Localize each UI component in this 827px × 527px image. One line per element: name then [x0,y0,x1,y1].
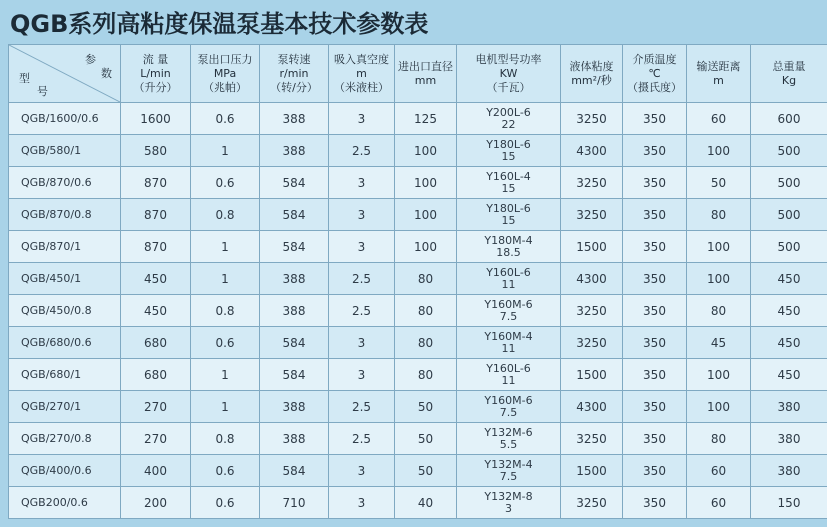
table-cell: 80 [687,199,751,231]
table-cell: 500 [751,231,827,263]
table-cell: 380 [751,391,827,423]
column-header [457,45,561,103]
table-row [9,391,827,423]
column-header-line: 泵转速 [277,52,311,66]
table-row [9,359,827,391]
table-cell: 100 [687,263,751,295]
column-header-line: m [356,66,367,80]
table-cell: 100 [395,167,457,199]
table-cell: 600 [751,103,827,135]
parameter-table [8,44,827,519]
column-header-line: ℃ [648,66,661,80]
column-header-line: 液体粘度 [569,59,614,73]
table-cell: 710 [260,487,329,519]
column-header-line: 输送距离 [696,59,741,73]
table-cell: 350 [623,391,687,423]
table-cell: 2.5 [329,391,395,423]
table-cell: 388 [260,135,329,167]
table-cell: 1 [191,231,260,263]
motor-cell [457,391,561,423]
table-cell: 50 [395,391,457,423]
table-cell: 50 [395,455,457,487]
table-cell: 3 [329,487,395,519]
table-cell: 450 [751,295,827,327]
motor-cell [457,423,561,455]
table-cell: 100 [395,135,457,167]
motor-line: Y132M-4 [484,457,533,471]
model-cell: QGB/870/0.6 [9,167,121,199]
column-header [751,45,827,103]
model-cell: QGB200/0.6 [9,487,121,519]
column-header-line: 总重量 [772,59,806,73]
column-header [191,45,260,103]
column-header-line: （摄氏度） [627,80,682,94]
table-cell: 388 [260,263,329,295]
table-cell: 450 [751,359,827,391]
motor-cell [457,327,561,359]
table-cell: 4300 [561,263,623,295]
motor-cell [457,295,561,327]
motor-cell [457,455,561,487]
table-cell: 200 [121,487,191,519]
table-cell: 584 [260,359,329,391]
column-header-line: 泵出口压力 [197,52,253,66]
table-cell: 100 [687,359,751,391]
table-cell: 3 [329,359,395,391]
model-cell: QGB/680/1 [9,359,121,391]
motor-cell [457,263,561,295]
table-cell: 450 [121,295,191,327]
motor-line: Y180L-6 [486,201,531,215]
table-cell: 870 [121,167,191,199]
model-cell: QGB/580/1 [9,135,121,167]
table-cell: 0.6 [191,487,260,519]
table-cell: 450 [121,263,191,295]
table-cell: 500 [751,199,827,231]
motor-line: 15 [501,213,516,227]
motor-line: Y160L-4 [486,169,531,183]
table-cell: 350 [623,327,687,359]
table-cell: 2.5 [329,135,395,167]
table-cell: 80 [395,359,457,391]
table-row [9,327,827,359]
table-cell: 100 [687,391,751,423]
table-cell: 350 [623,231,687,263]
table-cell: 870 [121,199,191,231]
table-cell: 870 [121,231,191,263]
motor-line: 18.5 [496,245,521,259]
corner-label-number: 号 [37,85,48,98]
table-cell: 3 [329,455,395,487]
table-cell: 100 [395,231,457,263]
motor-cell [457,199,561,231]
table-cell: 380 [751,455,827,487]
motor-line: Y180M-4 [484,233,533,247]
table-cell: 40 [395,487,457,519]
table-cell: 350 [623,295,687,327]
table-cell: 100 [687,231,751,263]
table-cell: 1 [191,359,260,391]
table-row [9,167,827,199]
corner-label-count: 数 [101,67,112,80]
table-cell: 2.5 [329,263,395,295]
table-cell: 350 [623,263,687,295]
table-cell: 350 [623,167,687,199]
table-cell: 100 [687,135,751,167]
motor-line: 11 [501,341,516,355]
table-row [9,295,827,327]
column-header-line: 吸入真空度 [334,52,389,66]
column-header-line: 介质温度 [632,52,677,66]
model-cell: QGB/870/1 [9,231,121,263]
column-header-line: KW [499,66,518,80]
model-cell: QGB/400/0.6 [9,455,121,487]
column-header-line: m [713,73,724,87]
table-cell: 50 [395,423,457,455]
table-row [9,199,827,231]
model-cell: QGB/450/0.8 [9,295,121,327]
table-cell: 0.6 [191,103,260,135]
table-cell: 3 [329,167,395,199]
table-cell: 400 [121,455,191,487]
model-cell: QGB/270/0.8 [9,423,121,455]
table-cell: 1 [191,263,260,295]
table-cell: 3250 [561,487,623,519]
table-row [9,103,827,135]
table-cell: 0.8 [191,423,260,455]
column-header [623,45,687,103]
column-header-line: （转/分） [270,80,318,94]
table-cell: 150 [751,487,827,519]
table-cell: 580 [121,135,191,167]
table-cell: 0.8 [191,295,260,327]
table-cell: 3250 [561,423,623,455]
motor-line: Y160M-6 [484,297,533,311]
table-cell: 4300 [561,135,623,167]
column-header-line: 电机型号功率 [475,52,542,66]
table-cell: 80 [395,327,457,359]
motor-line: 5.5 [499,437,518,451]
table-cell: 584 [260,327,329,359]
table-row [9,423,827,455]
column-header [395,45,457,103]
table-cell: 2.5 [329,423,395,455]
header-row [9,45,827,103]
motor-cell [457,487,561,519]
table-cell: 60 [687,103,751,135]
model-cell: QGB/870/0.8 [9,199,121,231]
table-cell: 80 [395,263,457,295]
table-cell: 1500 [561,359,623,391]
motor-line: Y160L-6 [486,265,531,279]
table-cell: 80 [395,295,457,327]
model-cell: QGB/680/0.6 [9,327,121,359]
table-cell: 3250 [561,199,623,231]
table-cell: 2.5 [329,295,395,327]
table-cell: 270 [121,423,191,455]
table-row [9,455,827,487]
table-cell: 125 [395,103,457,135]
motor-line: Y160M-6 [484,393,533,407]
table-cell: 1500 [561,455,623,487]
table-cell: 584 [260,231,329,263]
table-cell: 3250 [561,327,623,359]
corner-label-model: 型 [19,72,30,85]
table-cell: 80 [687,295,751,327]
table-cell: 270 [121,391,191,423]
motor-line: 15 [501,181,516,195]
table-cell: 584 [260,455,329,487]
column-header-line: 流 量 [142,52,169,66]
motor-line: 11 [501,277,516,291]
column-header-line: L/min [140,66,171,80]
table-cell: 350 [623,487,687,519]
table-cell: 4300 [561,391,623,423]
table-cell: 584 [260,199,329,231]
table-cell: 1500 [561,231,623,263]
column-header-line: （千瓦） [486,80,531,94]
table-cell: 80 [687,423,751,455]
model-cell: QGB/270/1 [9,391,121,423]
table-cell: 60 [687,455,751,487]
table-cell: 0.8 [191,199,260,231]
table-cell: 0.6 [191,455,260,487]
table-cell: 1600 [121,103,191,135]
column-header-line: （升分） [133,80,178,94]
table-cell: 1 [191,391,260,423]
header-corner-cell [9,45,121,103]
table-row [9,263,827,295]
column-header [687,45,751,103]
column-header [260,45,329,103]
motor-line: 7.5 [499,469,518,483]
table-cell: 3 [329,231,395,263]
column-header-line: （兆帕） [203,80,247,94]
column-header [329,45,395,103]
table-cell: 350 [623,423,687,455]
table-cell: 350 [623,199,687,231]
table-cell: 680 [121,327,191,359]
table-cell: 500 [751,167,827,199]
table-cell: 3 [329,327,395,359]
table-row [9,135,827,167]
table-cell: 0.6 [191,167,260,199]
motor-line: 3 [505,501,512,515]
table-cell: 584 [260,167,329,199]
table-cell: 388 [260,295,329,327]
table-cell: 680 [121,359,191,391]
page-title: QGB系列高粘度保温泵基本技术参数表 [10,10,429,38]
table-cell: 3 [329,103,395,135]
motor-cell [457,135,561,167]
column-header-line: Kg [781,73,797,87]
table-cell: 380 [751,423,827,455]
column-header-line: 进出口直径 [398,59,453,73]
column-header [121,45,191,103]
motor-cell [457,231,561,263]
motor-cell [457,167,561,199]
table-cell: 450 [751,263,827,295]
column-header [561,45,623,103]
motor-line: Y160M-4 [484,329,533,343]
motor-line: Y132M-6 [484,425,533,439]
table-cell: 350 [623,103,687,135]
table-cell: 350 [623,359,687,391]
motor-line: Y200L-6 [486,105,531,119]
table-cell: 50 [687,167,751,199]
motor-cell [457,359,561,391]
table-cell: 500 [751,135,827,167]
motor-cell [457,103,561,135]
motor-line: 15 [501,149,516,163]
motor-line: Y160L-6 [486,361,531,375]
column-header-line: （米液柱） [334,80,389,94]
column-header-line: MPa [213,66,237,80]
motor-line: Y180L-6 [486,137,531,151]
column-header-line: r/min [279,66,309,80]
motor-line: 7.5 [499,309,518,323]
motor-line: 7.5 [499,405,518,419]
motor-line: 22 [501,117,516,131]
table-cell: 388 [260,391,329,423]
table-cell: 3250 [561,167,623,199]
motor-line: Y132M-8 [484,489,533,503]
model-cell: QGB/450/1 [9,263,121,295]
table-cell: 60 [687,487,751,519]
table-cell: 3250 [561,103,623,135]
column-header-line: mm²/秒 [571,73,612,87]
table-cell: 3250 [561,295,623,327]
table-cell: 100 [395,199,457,231]
model-cell: QGB/1600/0.6 [9,103,121,135]
table-body [9,103,827,519]
table-row [9,487,827,519]
table-cell: 3 [329,199,395,231]
table-cell: 1 [191,135,260,167]
table-cell: 350 [623,135,687,167]
column-header-line: mm [414,73,437,87]
table-row [9,231,827,263]
table-cell: 388 [260,103,329,135]
table-cell: 45 [687,327,751,359]
motor-line: 11 [501,373,516,387]
table-cell: 0.6 [191,327,260,359]
corner-label-param: 参 [85,53,96,66]
table-cell: 388 [260,423,329,455]
table-cell: 450 [751,327,827,359]
table-cell: 350 [623,455,687,487]
